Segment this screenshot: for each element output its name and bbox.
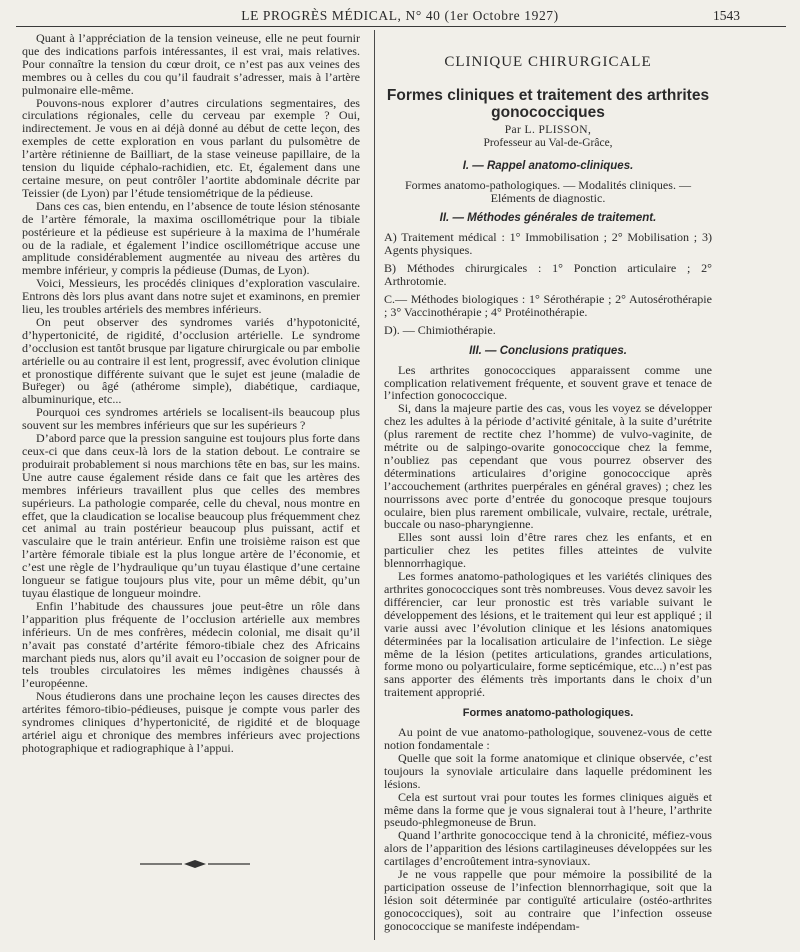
page-number: 1543 <box>713 8 740 23</box>
left-paragraph: Voici, Messieurs, les procédés cliniques d’exploration vasculaire. Entrons dès lors plus avant dans notre sujet et examinons, en premier lieu, les troubles artériels des membres inférieurs. <box>22 276 360 317</box>
treatment-item: A) Traitement médical : 1° Immobilisation ; 2° Mobilisation ; 3) Agents physiques. <box>384 230 712 258</box>
right-paragraph: Les formes anatomo-pathologiques et les variétés cliniques des arthrites gonococciques sont très nombreuses. Vous devez savoir les différencier, car leur pronostic est très variable suivant le développement des lésions, et le traitement qui leur est appliqué ; il varie aussi avec l’évolution clinique et les lésions anatomiques déterminées par la localisation articulaire de l’infection. Le siège même de la lésion (petites articulations, grandes articulations, forme mono ou polyarticulaire, forme septicémique, etc...) n’est pas sans apporter des éléments très importants dans le choix d’un traitement approprié. <box>384 569 712 700</box>
running-header <box>0 6 800 28</box>
left-paragraph: On peut observer des syndromes variés d’hypotonicité, d’hypertonicité, de rigidité, d’occlusion artérielle. Le syndrome d’occlusion est tantôt brusque par ligature chirurgicale ou par embolie artérielle ou au contraire il est lent, progressif, avec évolution clinique et pronostique différente suivant que le sujet est jeune (maladie de Bur̈eger) ou âgé (athérome simple), diabétique, cardiaque, albuminurique, etc... <box>22 314 360 407</box>
right-column <box>384 56 712 933</box>
pathology-body <box>384 726 712 933</box>
left-paragraph: Pouvons-nous explorer d’autres circulations segmentaires, des circulations régionales, celle du cerveau par exemple ? Oui, indirectement. Je vous en ai déjà donné au début de cette leçon, des exemples de cette exploration en vous parlant du pulsomètre de l’artère rétinienne de Bailliart, de la stase veineuse papillaire, de la tension du liquide céphalo-rachidien, etc. Et, également dans une certaine mesure, on peut contrôler l’aortite abdominale décrite par Teissier (de Lyon) par l’étude tensiométrique de la pédieuse. <box>22 95 360 200</box>
section-rubric: CLINIQUE CHIRURGICALE <box>444 54 652 70</box>
left-paragraph: Nous étudierons dans une prochaine leçon les causes directes des artérites fémoro-tibio-pédieuses, puisque je compte vous parler des syndromes cliniques d’hypertonicité, de rigidité et de bloquage artériel aigu et chronique des membres inférieurs avec projections photographique et radiographique à l’appui. <box>22 689 360 755</box>
article-title: Formes cliniques et traitement des arthrites gonococciques <box>386 86 710 121</box>
right-paragraph: Quand l’arthrite gonococcique tend à la chronicité, méfiez-vous alors de l’apparition des lésions cartilagineuses développées sur les cartilages d’encroûtement intra-synoviaux. <box>384 828 712 869</box>
section-heading: II. — Méthodes générales de traitement. <box>439 212 657 225</box>
right-paragraph: Cela est surtout vrai pour toutes les formes cliniques aiguës et même dans la forme que je vous signalerai tout à l’heure, l’arthrite pseudo-phlegmoneuse de Brun. <box>384 789 712 830</box>
right-paragraph: Au point de vue anatomo-pathologique, souvenez-vous de cette notion fondamentale : <box>384 725 712 752</box>
journal-header-title: LE PROGRÈS MÉDICAL, N° 40 (1er Octobre 1927) <box>241 8 559 23</box>
article-author: Par L. PLISSON, <box>504 123 592 136</box>
subsection-heading: Formes anatomo-pathologiques. <box>462 707 634 720</box>
treatment-item: D). — Chimiothérapie. <box>384 322 496 337</box>
author-affiliation: Professeur au Val-de-Grâce, <box>483 136 613 149</box>
right-paragraph: Si, dans la majeure partie des cas, vous les voyez se développer chez les adultes à la période d’activité génitale, à la suite d’urétrite (plus rarement de rectite chez l’homme) de vulvo-vaginite, de métrite ou de salpingo-ovarite gonococcique chez la femme, n’oubliez pas cependant que vous pourrez observer des déterminations articulaires d’origine gonococcique après l’accouchement (arthrites puerpérales en général graves) ; chez les nourrissons avec porte d’entrée du gonocoque presque toujours oculaire, bien plus rarement ombilicale, vulvaire, rectale, urétrale, buccale ou naso-pharyngienne. <box>384 401 712 532</box>
right-paragraph: Je ne vous rappelle que pour mémoire la possibilité de la participation osseuse de l’infection blennorrhagique, soit que la lésion soit déterminée par contiguïté articulaire (ostéo-arthrites gonococciques), soit au contraire que l’infection osseuse gonococcique se manifeste indépendam- <box>384 867 712 933</box>
left-paragraph: D’abord parce que la pression sanguine est toujours plus forte dans ceux-ci que dans ceux-là lors de la station debout. Le contraire se produirait probablement si nous marchions tête en bas, sur les mains. Une autre cause également réside dans ce fait que les artères des membres inférieurs travaillent plus que celles des membres supérieurs. La pathologie comparée, celle du cheval, nous montre en effet, que la claudication se localise beaucoup plus fréquemment chez cet animal au train postérieur beaucoup plus puissant, actif et vasculaire que le train antérieur. Enfin une troisième raison est que l’artère fémorale tibiale est la plus longue artère de l’économie, et c’est une règle de l’hydraulique qu’un tuyau élastique d’une certaine longueur se fatigue toujours plus vite, pour un même débit, qu’un tuyau élastique de longueur moindre. <box>22 431 360 600</box>
conclusions-body <box>384 364 712 700</box>
left-paragraph: Enfin l’habitude des chaussures joue peut-être un rôle dans l’apparition plus fréquente de l’occlusion artérielle aux membres inférieurs. Un de mes confrères, médecin colonial, me disait qu’il n’avait pas constaté d’artérite fémoro-tibiale chez des Africains marchant pieds nus, alors qu’il avait eu l’occasion de soigner pour de tels troubles circulatoires les mêmes indigènes chaussés à l’européenne. <box>22 598 360 691</box>
end-ornament <box>140 859 250 869</box>
section-heading: III. — Conclusions pratiques. <box>469 344 627 357</box>
column-divider <box>374 30 375 940</box>
left-paragraph: Quant à l’appréciation de la tension veineuse, elle ne peut fournir que des indications parfois intéressantes, il est vrai, mais relatives. Pour connaître la tension du cœur droit, ce n’est pas aux veines des membres ou à celles du cou qu’il faudrait s’adresser, mais à l’artère pulmonaire elle-même. <box>22 31 360 97</box>
treatment-item: C.— Méthodes biologiques : 1° Sérothérapie ; 2° Autosérothérapie ; 3° Vaccinothérapie ; 4° Protéinothérapie. <box>384 291 712 319</box>
right-paragraph: Elles sont aussi loin d’être rares chez les enfants, et en particulier chez les petites filles atteintes de vulvite blennorrhagique. <box>384 530 712 571</box>
treatment-item: B) Méthodes chirurgicales : 1° Ponction articulaire ; 2° Arthrotomie. <box>384 261 712 289</box>
right-paragraph: Les arthrites gonococciques apparaissent comme une complication relativement fréquente, et souvent grave et tenace de l’infection gonococcique. <box>384 362 712 403</box>
right-paragraph: Quelle que soit la forme anatomique et clinique observée, c’est toujours la synoviale articulaire dans laquelle prédominent les lésions. <box>384 750 712 791</box>
left-paragraph: Pourquoi ces syndromes artériels se localisent-ils beaucoup plus souvent sur les membres inférieurs que sur les supérieurs ? <box>22 405 360 433</box>
left-paragraph: Dans ces cas, bien entendu, en l’absence de toute lésion sténosante de l’artère fémorale, la maxima oscillométrique pour la tibiale postérieure et la pédieuse est supérieure à la maxima de l’humérale ou de la radiale, et également l’indice oscillométrique accuse une amplitude considérablement augmentée au niveau des artères du membre inférieur, y compris la pédieuse (Dumas, de Lyon). <box>22 198 360 278</box>
left-column <box>22 32 360 755</box>
section-heading: I. — Rappel anatomo-cliniques. <box>462 159 634 172</box>
header-rule <box>16 26 786 27</box>
section-summary: Formes anatomo-pathologiques. — Modalités cliniques. — Eléments de diagnostic. <box>404 177 692 205</box>
